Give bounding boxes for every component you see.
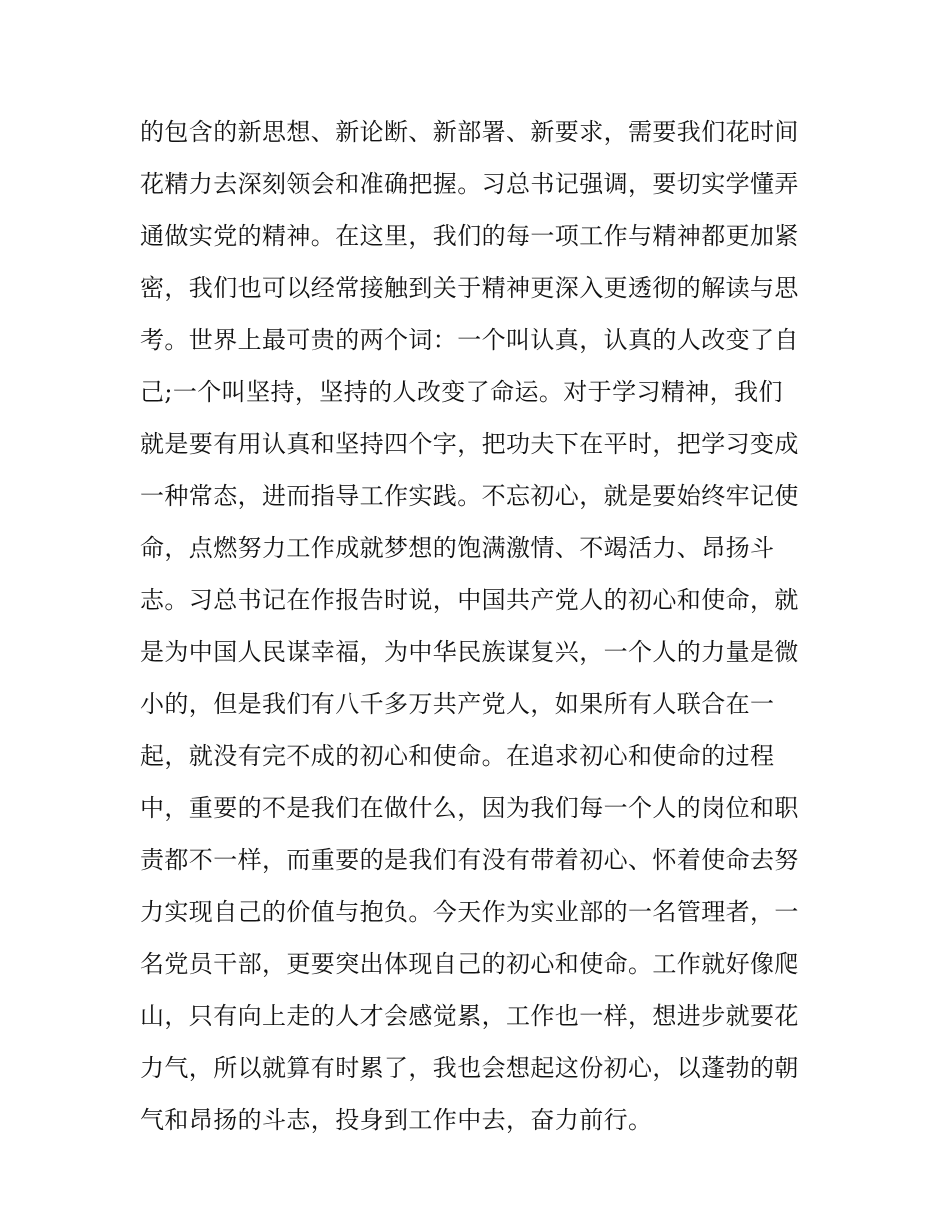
text-line: 己;一个叫坚持，坚持的人改变了命运。对于学习精神，我们 <box>140 378 783 406</box>
text-line: 力实现自己的价值与抱负。今天作为实业部的一名管理者，一 <box>140 898 799 926</box>
text-line: 花精力去深刻领会和准确把握。习总书记强调，要切实学懂弄 <box>140 170 799 198</box>
text-line: 命，点燃努力工作成就梦想的饱满激情、不竭活力、昂扬斗 <box>140 534 775 562</box>
body-paragraph <box>140 106 820 1146</box>
text-line: 小的，但是我们有八千多万共产党人，如果所有人联合在一 <box>140 690 775 718</box>
text-line: 就是要有用认真和坚持四个字，把功夫下在平时，把学习变成 <box>140 430 799 458</box>
text-line: 名党员干部，更要突出体现自己的初心和使命。工作就好像爬 <box>140 950 799 978</box>
text-line: 考。世界上最可贵的两个词：一个叫认真，认真的人改变了自 <box>140 326 799 354</box>
text-line: 中，重要的不是我们在做什么，因为我们每一个人的岗位和职 <box>140 794 799 822</box>
text-line: 一种常态，进而指导工作实践。不忘初心，就是要始终牢记使 <box>140 482 799 510</box>
text-line: 气和昂扬的斗志，投身到工作中去，奋力前行。 <box>140 1106 653 1134</box>
text-line: 山，只有向上走的人才会感觉累，工作也一样，想进步就要花 <box>140 1002 799 1030</box>
text-line: 的包含的新思想、新论断、新部署、新要求，需要我们花时间 <box>140 118 799 146</box>
text-line: 通做实党的精神。在这里，我们的每一项工作与精神都更加紧 <box>140 222 799 250</box>
text-line: 志。习总书记在作报告时说，中国共产党人的初心和使命，就 <box>140 586 799 614</box>
text-line: 责都不一样，而重要的是我们有没有带着初心、怀着使命去努 <box>140 846 799 874</box>
text-line: 起，就没有完不成的初心和使命。在追求初心和使命的过程 <box>140 742 775 770</box>
text-line: 密，我们也可以经常接触到关于精神更深入更透彻的解读与思 <box>140 274 799 302</box>
text-line: 力气，所以就算有时累了，我也会想起这份初心，以蓬勃的朝 <box>140 1054 799 1082</box>
text-line: 是为中国人民谋幸福，为中华民族谋复兴，一个人的力量是微 <box>140 638 799 666</box>
